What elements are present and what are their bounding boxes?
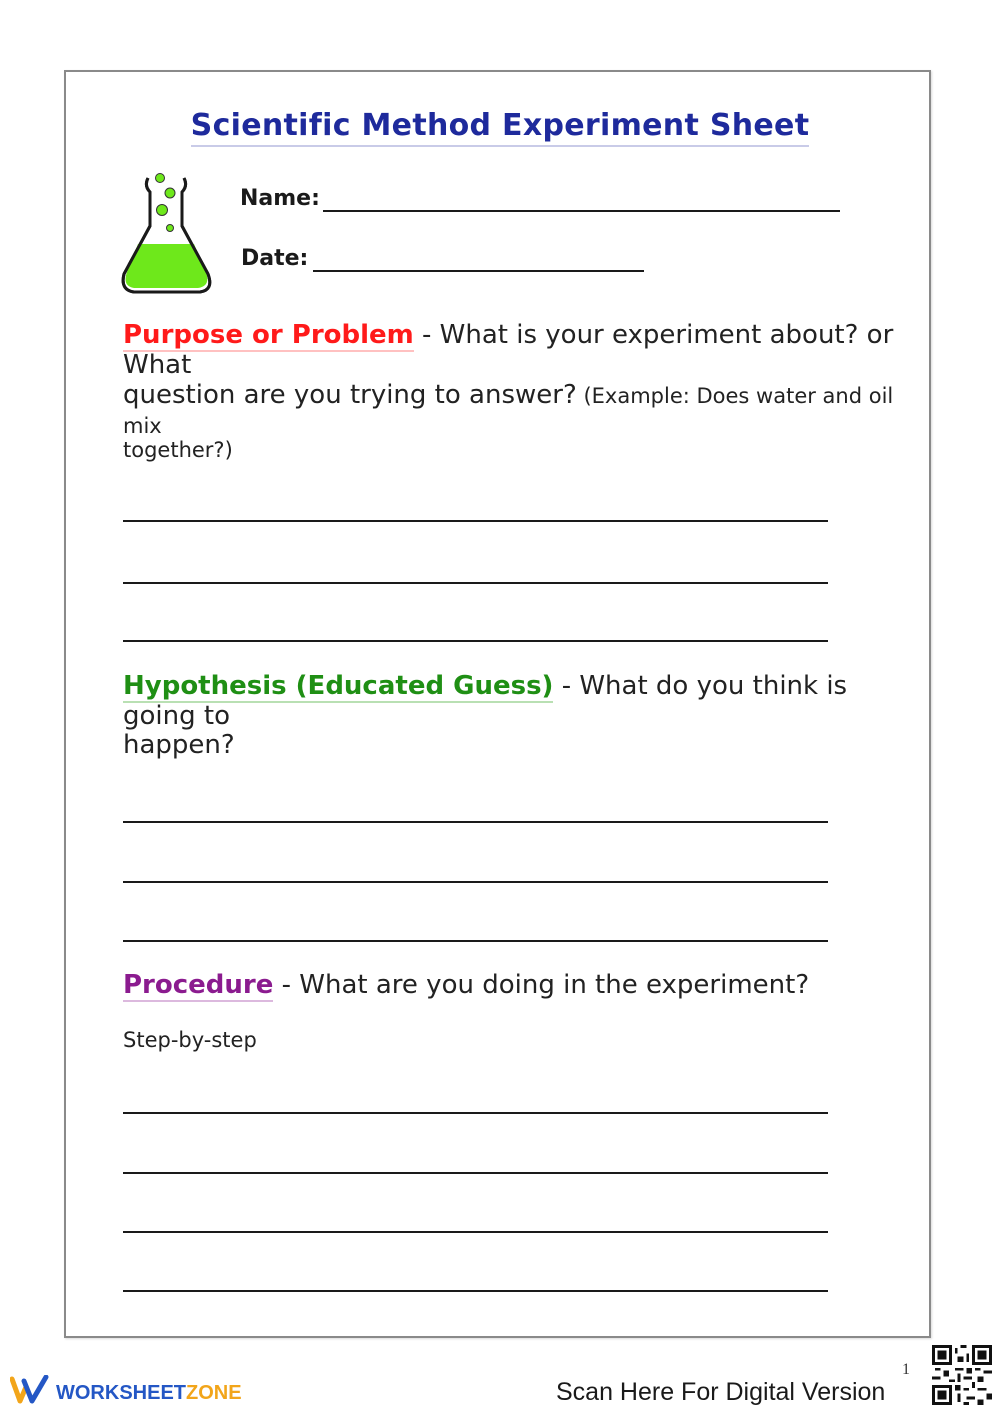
procedure-line-1 [123,970,913,1000]
hypothesis-answer-line-1[interactable] [123,797,828,823]
name-field[interactable] [323,186,840,212]
procedure-text-1: - What are you doing in the experiment? [273,970,810,1000]
page-title [0,108,1000,143]
procedure-text-2: Step-by-step [123,1028,257,1052]
purpose-heading: Purpose or Problem [123,320,414,350]
procedure-answer-line-4[interactable] [123,1266,828,1292]
logo-text-zone: ZONE [186,1381,242,1404]
purpose-text-2: question are you trying to answer? [123,380,577,410]
purpose-line-2 [123,380,913,440]
hypothesis-text-2: happen? [123,730,235,760]
hypothesis-heading: Hypothesis (Educated Guess) [123,671,554,701]
purpose-answer-line-3[interactable] [123,616,828,642]
hypothesis-text-1: - What do you think is going to [123,671,848,731]
hypothesis-line-1 [123,671,913,731]
name-label: Name: [240,186,320,211]
qr-code-icon[interactable] [932,1345,992,1409]
logo-text-worksheet: WORKSHEET [56,1381,186,1404]
scan-text: Scan Here For Digital Version [556,1378,886,1406]
procedure-heading: Procedure [123,970,274,1000]
hypothesis-answer-line-3[interactable] [123,916,828,942]
hypothesis-answer-line-2[interactable] [123,857,828,883]
purpose-line-1 [123,320,913,380]
procedure-answer-line-2[interactable] [123,1148,828,1174]
page-title-text: Scientific Method Experiment Sheet [191,108,810,147]
procedure-answer-line-1[interactable] [123,1088,828,1114]
date-label: Date: [241,246,309,271]
worksheetzone-logo-icon [10,1375,50,1411]
date-field[interactable] [313,246,644,272]
purpose-answer-line-1[interactable] [123,496,828,522]
worksheetzone-logo[interactable] [10,1375,242,1411]
purpose-answer-line-2[interactable] [123,558,828,584]
purpose-example-1: (Example: Does water and oil mix [123,384,894,438]
page-number: 1 [902,1361,910,1378]
purpose-example-2: together?) [123,438,233,462]
purpose-text-1: - What is your experiment about? or What [123,320,894,380]
procedure-answer-line-3[interactable] [123,1207,828,1233]
flask-icon [118,166,218,302]
